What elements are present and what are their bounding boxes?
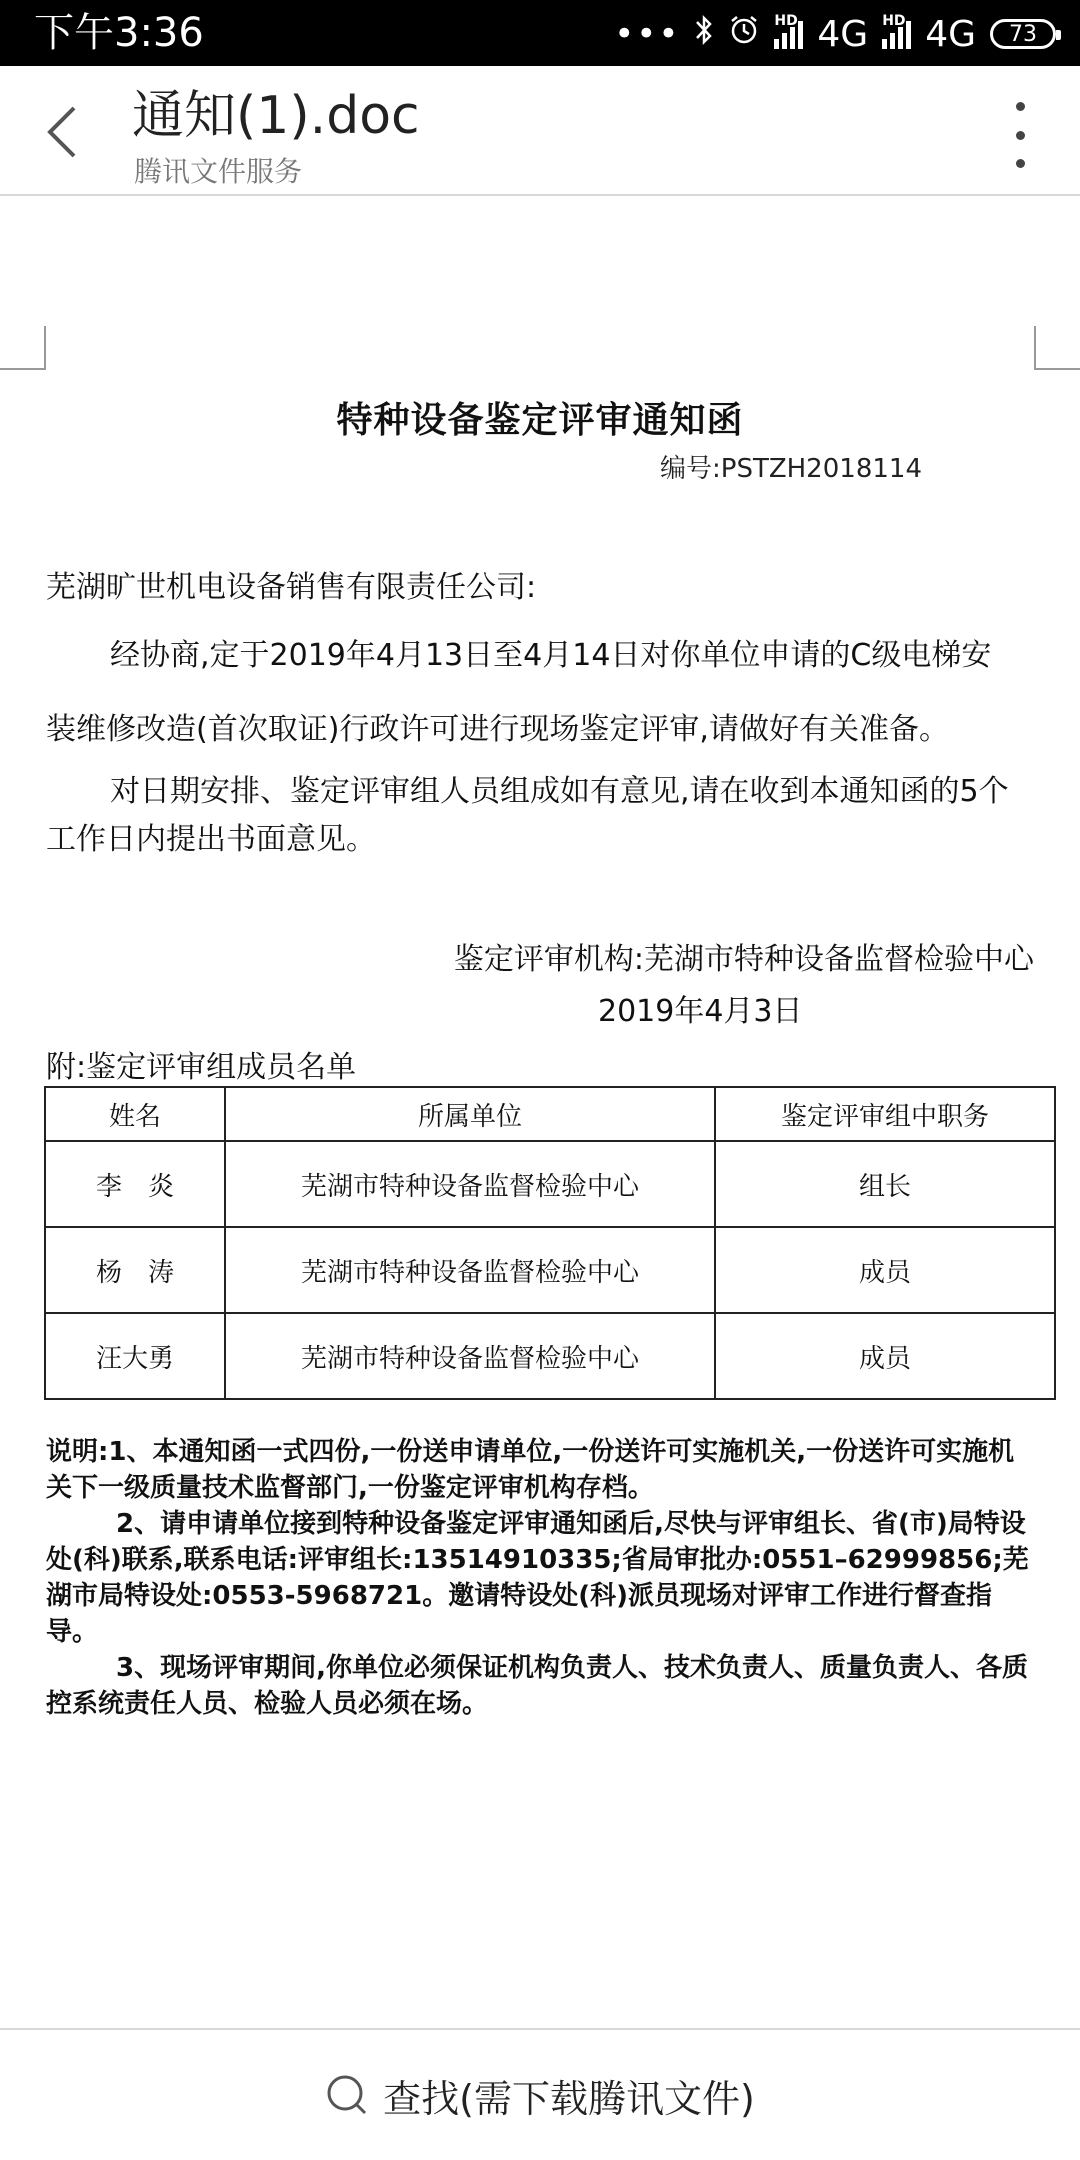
signal-strength-icon-2: HD: [882, 19, 911, 49]
signal-strength-icon: HD: [774, 19, 803, 49]
network-type-label-2: 4G: [925, 13, 976, 55]
alarm-icon: [728, 14, 760, 55]
notice-number: 编号:PSTZH2018114: [660, 454, 922, 484]
member-unit: 芜湖市特种设备监督检验中心: [225, 1227, 715, 1313]
notice-paragraph-1-line-1: 经协商,定于2019年4月13日至4月14日对你单位申请的C级电梯安: [110, 638, 992, 673]
find-button-label: 查找(需下载腾讯文件): [383, 2076, 755, 2121]
member-role: 成员: [715, 1227, 1055, 1313]
table-row: [45, 1227, 1055, 1313]
note-2: 2、请申请单位接到特种设备鉴定评审通知函后,尽快与评审组长、省(市)局特设处(科)联系,联系电话:评审组长:13514910335;省局审批办:0551–62999856;芜湖市局特设处:0553-5968721。邀请特设处(科)派员现场对评审工作进行督查指导。: [46, 1509, 1029, 1647]
table-header-row: [45, 1087, 1055, 1141]
attachment-title: 附:鉴定评审组成员名单: [46, 1050, 357, 1085]
issue-date: 2019年4月3日: [598, 994, 803, 1029]
member-role: 成员: [715, 1313, 1055, 1399]
status-icons: [614, 12, 1056, 56]
app-header: [0, 66, 1080, 196]
notice-paragraph-1-line-2: 装维修改造(首次取证)行政许可进行现场鉴定评审,请做好有关准备。: [46, 712, 949, 747]
note-1: 说明:1、本通知函一式四份,一份送申请单位,一份送许可实施机关,一份送许可实施机关下一级质量技术监督部门,一份鉴定评审机构存档。: [46, 1437, 1015, 1503]
battery-level: 73: [1009, 21, 1037, 47]
more-options-button[interactable]: [1000, 102, 1040, 168]
bluetooth-icon: [694, 14, 714, 55]
notice-notes: [46, 1434, 1038, 1722]
notice-paragraph-2: 对日期安排、鉴定评审组人员组成如有意见,请在收到本通知函的5个工作日内提出书面意见。: [46, 774, 1009, 857]
more-dot-icon: [1016, 102, 1025, 111]
member-unit: 芜湖市特种设备监督检验中心: [225, 1313, 715, 1399]
find-bar[interactable]: [0, 2028, 1080, 2160]
issuing-organization: 鉴定评审机构:芜湖市特种设备监督检验中心: [453, 942, 1034, 977]
chevron-left-icon: [32, 94, 102, 170]
page-corner-left: [0, 326, 46, 370]
column-header-role: 鉴定评审组中职务: [715, 1087, 1055, 1141]
column-header-unit: 所属单位: [225, 1087, 715, 1141]
more-notifications-icon: •••: [614, 14, 681, 54]
member-role: 组长: [715, 1141, 1055, 1227]
member-unit: 芜湖市特种设备监督检验中心: [225, 1141, 715, 1227]
notice-heading: 特种设备鉴定评审通知函: [336, 400, 744, 441]
column-header-name: 姓名: [45, 1087, 225, 1141]
member-name: 汪大勇: [45, 1313, 225, 1399]
document-source: 腾讯文件服务: [134, 155, 303, 188]
network-type-label: 4G: [817, 13, 869, 55]
member-table: [44, 1086, 1056, 1400]
table-row: [45, 1313, 1055, 1399]
notice-recipient: 芜湖旷世机电设备销售有限责任公司:: [46, 570, 537, 605]
battery-icon: [990, 19, 1056, 49]
table-row: [45, 1141, 1055, 1227]
status-time: 下午3:36: [34, 10, 204, 56]
more-dot-icon: [1016, 159, 1025, 168]
status-bar: [0, 0, 1080, 66]
document-title: 通知(1).doc: [132, 86, 420, 146]
note-3: 3、现场评审期间,你单位必须保证机构负责人、技术负责人、质量负责人、各质控系统责任人员、检验人员必须在场。: [46, 1653, 1028, 1719]
member-name: 杨 涛: [45, 1227, 225, 1313]
more-dot-icon: [1016, 131, 1025, 140]
back-button[interactable]: [32, 94, 102, 170]
page-corner-marks: [0, 326, 1080, 370]
member-name: 李 炎: [45, 1141, 225, 1227]
search-icon: [325, 2073, 369, 2117]
page-corner-right: [1034, 326, 1080, 370]
